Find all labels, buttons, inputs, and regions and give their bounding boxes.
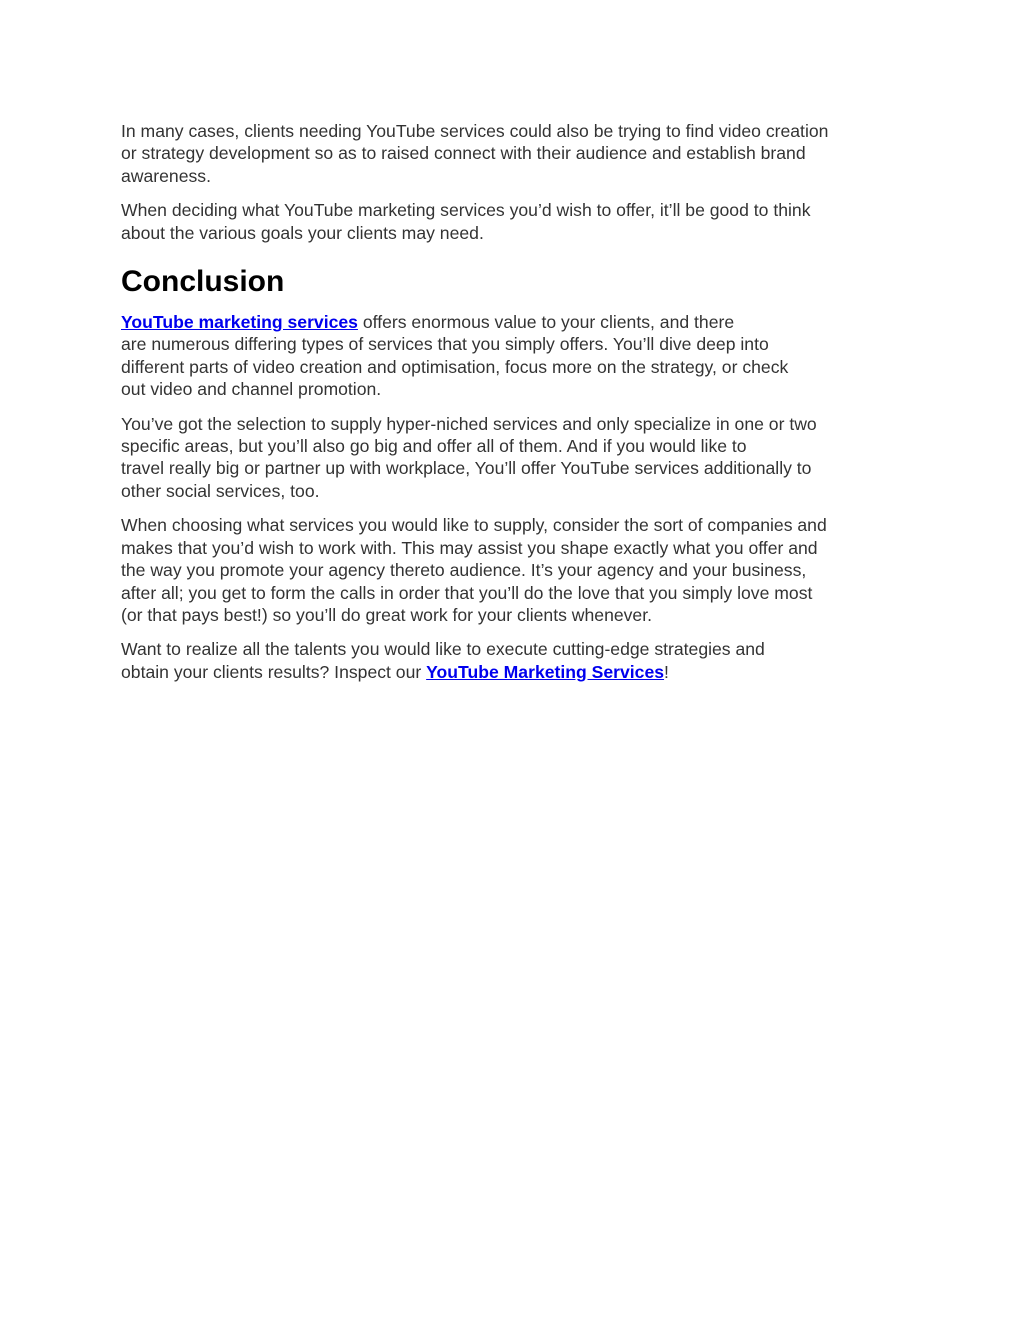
text-line: out video and channel promotion. bbox=[121, 379, 382, 400]
text-line: You’ve got the selection to supply hyper-niched services and only specialize in one or two bbox=[121, 413, 817, 434]
text-line: are numerous differing types of services that you simply offers. You’ll dive deep into bbox=[121, 334, 769, 355]
text-line: Want to realize all the talents you would like to execute cutting-edge strategies and bbox=[121, 639, 765, 660]
text-line bbox=[121, 311, 911, 333]
text-line: about the various goals your clients may need. bbox=[121, 222, 484, 243]
text-line: In many cases, clients needing YouTube services could also be trying to find video creation bbox=[121, 121, 829, 141]
intro-paragraph-2 bbox=[121, 199, 911, 244]
text-line: makes that you’d wish to work with. This may assist you shape exactly what you offer and bbox=[121, 537, 818, 558]
text-line: awareness. bbox=[121, 165, 211, 186]
text-line: or strategy development so as to raised connect with their audience and establish brand bbox=[121, 143, 806, 164]
text-line: When deciding what YouTube marketing services you’d wish to offer, it’ll be good to think bbox=[121, 200, 811, 221]
document-page bbox=[121, 120, 911, 695]
conclusion-heading: Conclusion bbox=[121, 265, 285, 299]
text-line: different parts of video creation and optimisation, focus more on the strategy, or check bbox=[121, 356, 789, 377]
text-line: When choosing what services you would like to supply, consider the sort of companies and bbox=[121, 515, 827, 536]
text-line: (or that pays best!) so you’ll do great work for your clients whenever. bbox=[121, 604, 652, 625]
text-line: specific areas, but you’ll also go big and offer all of them. And if you would like to bbox=[121, 436, 747, 457]
conclusion-paragraph-3 bbox=[121, 514, 911, 626]
intro-paragraph-1 bbox=[121, 120, 911, 187]
text-run: ! bbox=[664, 661, 669, 682]
youtube-marketing-services-link[interactable]: YouTube marketing services bbox=[121, 312, 358, 333]
conclusion-paragraph-4 bbox=[121, 638, 911, 683]
text-run: offers enormous value to your clients, and there bbox=[357, 312, 735, 333]
text-run: obtain your clients results? Inspect our bbox=[121, 661, 427, 682]
text-line bbox=[121, 661, 911, 683]
conclusion-paragraph-1 bbox=[121, 311, 911, 401]
text-line: the way you promote your agency thereto audience. It’s your agency and your business, bbox=[121, 560, 807, 581]
text-line: other social services, too. bbox=[121, 480, 320, 501]
conclusion-paragraph-2 bbox=[121, 413, 911, 503]
youtube-marketing-services-cta-link[interactable]: YouTube Marketing Services bbox=[426, 661, 665, 682]
text-line: travel really big or partner up with workplace, You’ll offer YouTube services additionally to bbox=[121, 458, 812, 479]
text-line: after all; you get to form the calls in order that you’ll do the love that you simply love most bbox=[121, 582, 813, 603]
